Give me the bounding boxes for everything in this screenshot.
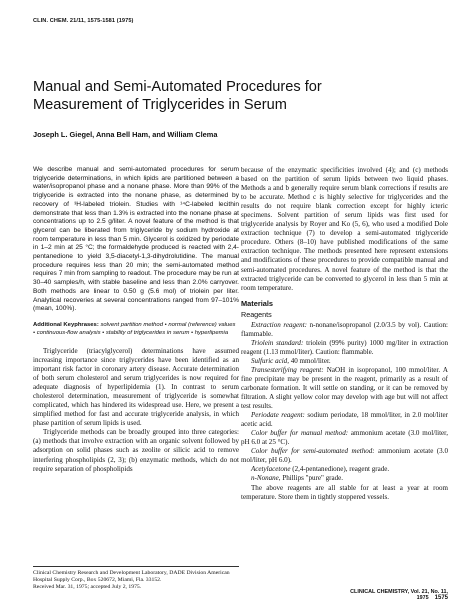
reagent-item: Color buffer for manual method: ammonium acetate (3.0 mol/liter, pH 6.0 at 25 °C). xyxy=(241,429,448,447)
journal-citation: CLINICAL CHEMISTRY, Vol. 21, No. 11, 1975 xyxy=(350,589,448,601)
reagent-stability-note: The above reagents are all stable for at least a year at room temperature. Store them in tightly stoppered vessels. xyxy=(241,483,448,501)
reagent-item: Sulfuric acid, 40 mmol/liter. xyxy=(251,356,331,365)
page-footer xyxy=(320,589,448,601)
affiliation-footnote xyxy=(33,566,239,591)
reagents-heading: Reagents xyxy=(241,309,272,319)
intro-paragraph: Triglyceride methods can be broadly grouped into three categories: (a) methods that involve extraction with an organic solvent followed by adsorption on solid phases such as zeolite or silicic acid to remove interfering phospholipids (2, 3); (b) enzymatic methods, which do not require separation of phospholipids xyxy=(33,428,239,473)
received-dates: Received Mar. 31, 1975; accepted July 2, 1975. xyxy=(33,584,142,590)
right-column-text xyxy=(241,166,448,293)
reagent-item: Extraction reagent: n-nonane/isopropanol (2.0/3.5 by vol). Caution: flammable. xyxy=(241,320,448,338)
page-number: 1575 xyxy=(434,595,448,601)
reagent-item: Triolein standard: triolein (99% purity) 1000 mg/liter in extraction reagent (1.13 mmol/liter). Caution: flammable. xyxy=(241,338,449,356)
keyphrases-items: solvent partition method • normal (reference) values • continuous-flow analysis • stability of triglycerides in serum • hyperlipemia xyxy=(33,321,236,337)
reagent-item: n-Nonane, Phillips "pure" grade. xyxy=(251,474,344,483)
reagent-item: Transesterifying reagent: NaOH in isopropanol, 100 mmol/liter. A fine precipitate may be present in the reagent, primarily as a result of carbonate formation. It will settle on standing, or it can be removed by filtration. A slight yellow color may develop with age but will not affect test results. xyxy=(241,365,449,411)
article-title: Manual and Semi-Automated Procedures for Measurement of Triglycerides in Serum xyxy=(33,79,322,113)
right-column xyxy=(241,166,448,502)
affiliation-address: Clinical Chemistry Research and Development Laboratory, DADE Division American Hospital Supply Corp., Box 520672, Miami, Fla. 33152. xyxy=(33,570,230,583)
author-list: Joseph L. Giegel, Anna Bell Ham, and William Clema xyxy=(33,130,218,139)
intro-text xyxy=(33,347,239,474)
intro-paragraph: Triglyceride (triacylglycerol) determinations have assumed increasing importance since triglycerides have been identified as an important risk factor in coronary artery disease. Accurate determination of both serum cholesterol and serum triglycerides is now required for adequate diagnosis of hyperlipidemia (1). In contrast to serum cholesterol determination, measurement of triglyceride is somewhat complicated, which has hindered its widespread use. Here, we present a simplified method for fast and accurate triglyceride analysis, in which phase partition of serum lipids is used. xyxy=(33,346,239,428)
abstract: We describe manual and semi-automated procedures for serum triglyceride determinations, in which lipids are partitioned between a water/isopropanol phase and a nonane phase. More than 99% of the triglyceride is extracted into the nonane phase, as determined by recovery of ³H-labeled triolein. Studies with ¹⁴C-labeled lecithin demonstrate that less than 1.3% is extracted into the nonane phase at concentrations up to 2.5 g/liter. A novel feature of the method is that glycerol can be liberated from triglyceride by sodium hydroxide at room temperature in less than 5 min. Glycerol is oxidized by periodate in 1–2 min at 25 °C; the formaldehyde produced is reacted with 2,4-pentanedione to yield 3,5-diacetyl-1,3-dihydrolutidine. The manual procedure requires less than 20 min; the semi-automated method requires 7 min from sampling to readout. The procedure may be run at 30–40 samples/h, with stable baseline and less than 2.0% carryover. Both methods are linear to 0.50 g (5.6 mol) of triolein per liter. Analytical recoveries at several concentrations ranged from 97–101% (mean, 100%). xyxy=(33,166,239,313)
materials-heading: Materials xyxy=(241,298,274,308)
running-head: CLIN. CHEM. 21/11, 1575-1581 (1975) xyxy=(33,18,134,24)
reagent-item: Periodate reagent: sodium periodate, 18 mmol/liter, in 2.0 mol/liter acetic acid. xyxy=(241,411,448,429)
reagent-list xyxy=(241,321,448,502)
continued-paragraph: because of the enzymatic specificities involved (4); and (c) methods based on the partition of serum lipids between two liquid phases. Methods a and b generally require serum blank corrections if results are to be accurate. Method c is highly selective for triglycerides and the results do not require blank correction except for highly icteric specimens. Solvent partition of serum lipids was first used for triglyceride analysis by Royer and Ko (5, 6), who used a modified Dole extraction technique (7) to develop a semi-automated triglyceride procedure. Others (8–10) have published modifications of the same extraction technique. The methods presented here represent extensions and modifications of these procedures to provide compatible manual and semi-automated procedures. A novel feature of the method is that the extracted triglyceride can be converted to glycerol in less than 5 min at room temperature. xyxy=(241,166,448,292)
reagent-item: Acetylacetone (2,4-pentanedione), reagent grade. xyxy=(251,465,390,474)
left-column xyxy=(33,166,239,474)
keyphrases xyxy=(33,321,239,338)
reagent-item: Color buffer for semi-automated method: ammonium acetate (3.0 mol/liter, pH 6.0). xyxy=(241,447,448,465)
keyphrases-label: Additional Keyphrases: xyxy=(33,321,99,328)
